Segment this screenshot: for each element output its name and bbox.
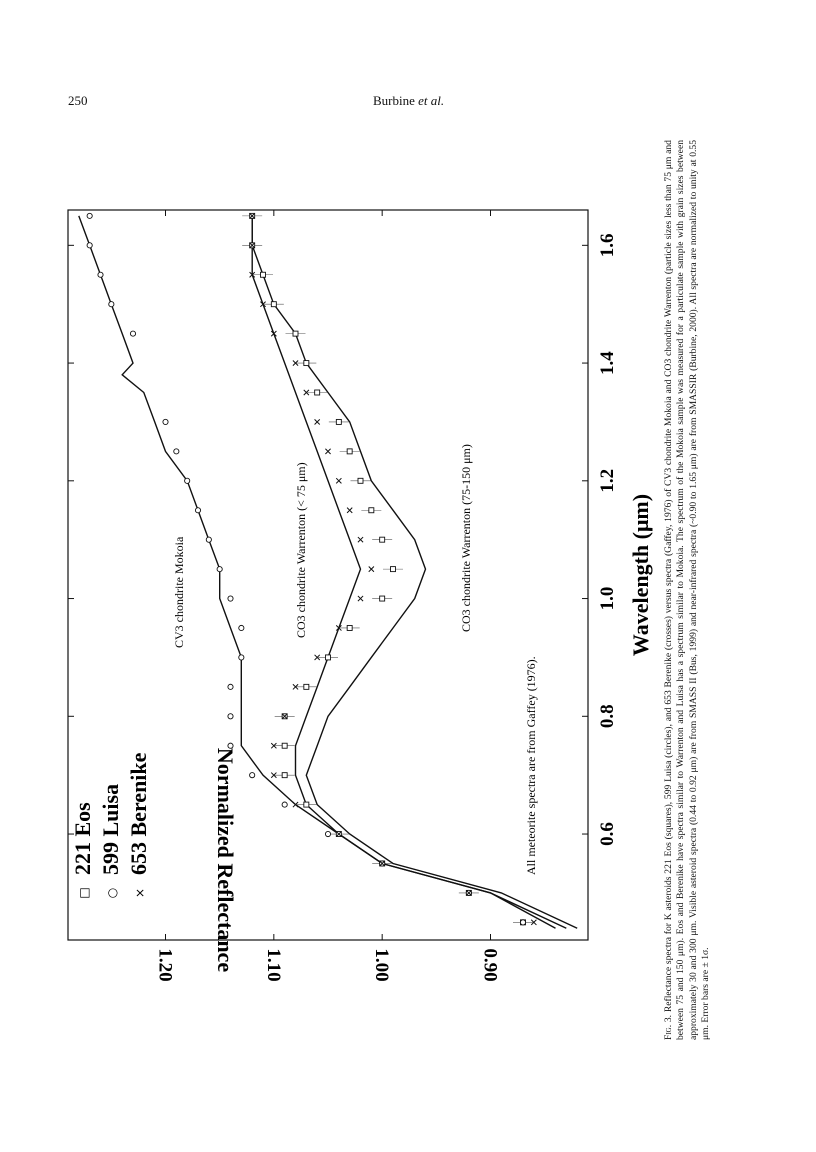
- x-tick-label: 1.4: [597, 351, 618, 375]
- luisa-point: [520, 920, 525, 925]
- luisa-point: [228, 714, 233, 719]
- eos-point: [315, 390, 320, 395]
- luisa-point: [185, 478, 190, 483]
- luisa-point: [282, 802, 287, 807]
- series-line: [79, 216, 567, 928]
- running-head-author: Burbine: [373, 93, 415, 108]
- luisa-point: [228, 743, 233, 748]
- eos-point: [347, 625, 352, 630]
- eos-point: [304, 684, 309, 689]
- luisa-point: [325, 831, 330, 836]
- eos-point: [347, 449, 352, 454]
- berenike-point: [358, 596, 363, 601]
- eos-point: [304, 802, 309, 807]
- luisa-point: [87, 213, 92, 218]
- y-tick-label: 1.00: [371, 948, 393, 982]
- luisa-point: [109, 302, 114, 307]
- legend-label: 221 Eos: [70, 802, 95, 875]
- x-tick-label: 1.0: [597, 586, 618, 611]
- luisa-point: [239, 625, 244, 630]
- eos-point: [380, 537, 385, 542]
- page-number: 250: [68, 93, 88, 108]
- berenike-point: [325, 449, 330, 454]
- berenike-point: [315, 419, 320, 424]
- y-tick-label: 1.20: [154, 948, 176, 982]
- annotation-gaffey-note: All meteorite spectra are from Gaffey (1976).: [524, 656, 538, 875]
- x-tick-label: 1.6: [597, 233, 618, 258]
- luisa-point: [130, 331, 135, 336]
- caption-text: Reflectance spectra for K asteroids 221 Eos (squares), 599 Luisa (circles), and 653 Berenike (crosses) versus spectra (Gaffey, 1976) of CV3 chondrite Mokoia and CO3 chondrite Warrenton (particle sizes less than 75 μm and between 75 and 150 μm). Eos and Berenike have spectra similar to Warrenton and Luisa has a spectrum similar to Mokoia. The spectrum of the Mokoia sample was measured for a particulate sample with grain sizes between approximately 30 and 300 μm. Visible asteroid spectra (0.44 to 0.92 μm) are from SMASS II (Bus, 1999) and near-infrared spectra (~0.90 to 1.65 μm) are from SMASSIR (Burbine, 2000). All spectra are normalized to unity at 0.55 μm. Error bars are ± 1σ.: [663, 140, 712, 1040]
- running-head-etal: et al.: [418, 93, 445, 108]
- x-tick-label: 0.8: [597, 704, 618, 729]
- chart: [68, 210, 653, 982]
- eos-point: [358, 478, 363, 483]
- eos-point: [304, 361, 309, 366]
- eos-point: [336, 419, 341, 424]
- y-tick-label: 0.90: [479, 948, 501, 982]
- x-tick-label: 1.2: [597, 468, 618, 493]
- luisa-point: [87, 243, 92, 248]
- figure-caption: [663, 140, 723, 1040]
- legend-label: 653 Berenike: [126, 752, 151, 875]
- berenike-point: [336, 478, 341, 483]
- luisa-point: [250, 773, 255, 778]
- eos-point: [282, 743, 287, 748]
- caption-label: Fig. 3.: [663, 1014, 674, 1040]
- eos-point: [261, 272, 266, 277]
- eos-point: [380, 596, 385, 601]
- y-tick-label: 1.10: [262, 948, 284, 982]
- luisa-point: [98, 272, 103, 277]
- eos-point: [282, 773, 287, 778]
- eos-point: [326, 655, 331, 660]
- annotation-mokoia: CV3 chondrite Mokoia: [172, 536, 186, 648]
- legend-symbol: ○: [105, 887, 119, 899]
- annotation-warrenton-coarse: CO3 chondrite Warrenton (75-150 μm): [459, 444, 473, 632]
- berenike-point: [369, 567, 374, 572]
- luisa-point: [174, 449, 179, 454]
- luisa-point: [206, 537, 211, 542]
- eos-point: [293, 331, 298, 336]
- eos-point: [369, 508, 374, 513]
- luisa-point: [217, 567, 222, 572]
- luisa-point: [239, 655, 244, 660]
- luisa-point: [228, 684, 233, 689]
- luisa-point: [163, 419, 168, 424]
- legend-symbol: □: [77, 887, 91, 899]
- y-axis-label: Normalized Reflectance: [213, 747, 238, 973]
- x-axis-label: Wavelength (μm): [628, 493, 653, 657]
- berenike-point: [358, 537, 363, 542]
- legend-label: 599 Luisa: [98, 783, 123, 875]
- eos-point: [391, 567, 396, 572]
- eos-point: [271, 302, 276, 307]
- berenike-point: [347, 508, 352, 513]
- legend-symbol: ×: [133, 887, 147, 899]
- annotation-warrenton-fine: CO3 chondrite Warrenton (< 75 μm): [294, 462, 308, 638]
- x-tick-label: 0.6: [597, 822, 618, 846]
- luisa-point: [228, 596, 233, 601]
- luisa-point: [195, 508, 200, 513]
